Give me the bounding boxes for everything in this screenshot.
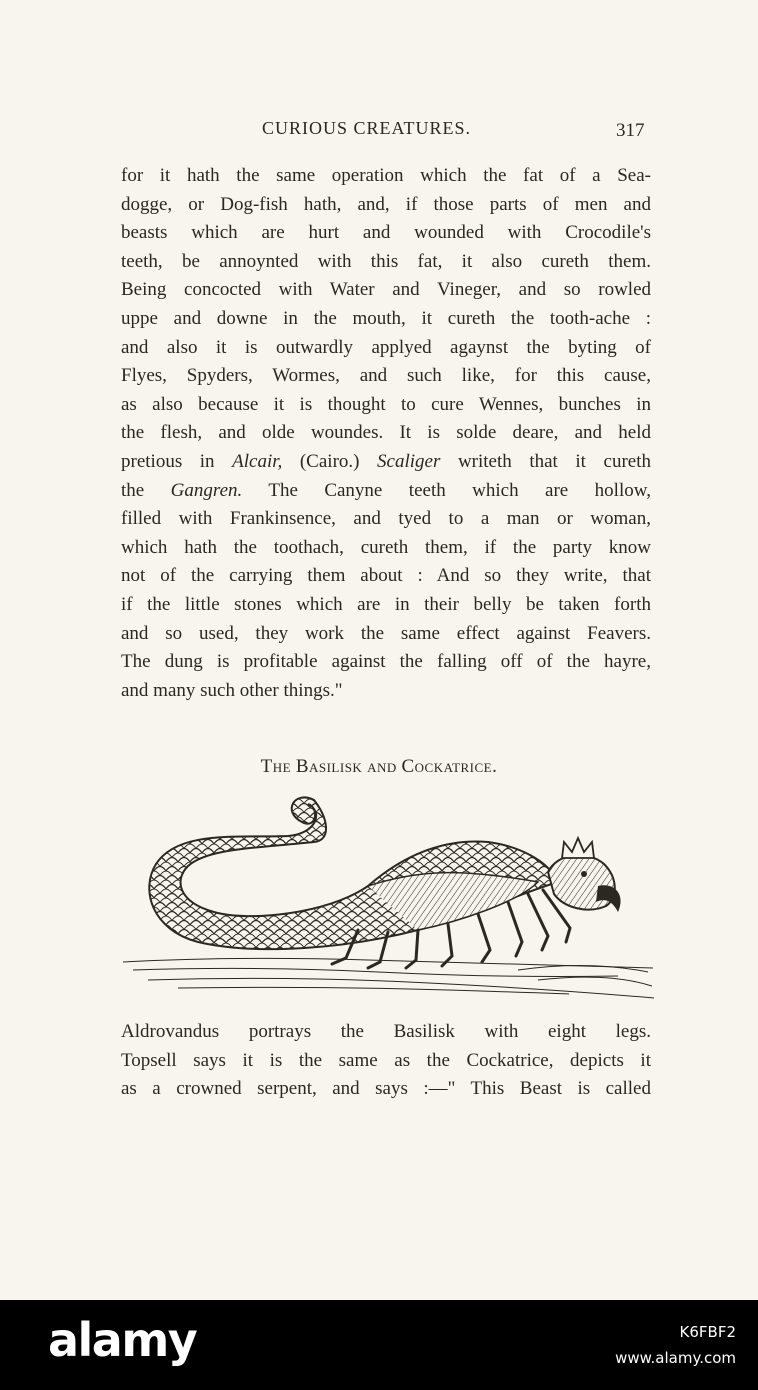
ground-hatching <box>123 958 654 998</box>
text-line: if the little stones which are in their belly be taken forth <box>121 593 651 615</box>
site-url: www.alamy.com <box>615 1349 736 1367</box>
text-line: as also because it is thought to cure Wennes, bunches in <box>121 393 651 415</box>
italic-author-name: Scaliger <box>377 450 441 472</box>
heading-word: The <box>260 756 292 777</box>
text-line: Flyes, Spyders, Wormes, and such like, for this cause, <box>121 365 651 387</box>
text-line: The dung is profitable against the falling off of the hayre, <box>121 651 651 673</box>
text-line <box>121 448 651 477</box>
italic-place-name: Alcair, <box>232 450 283 472</box>
text-line: and so used, they work the same effect against Feavers. <box>121 622 651 644</box>
text-line: beasts which are hurt and wounded with Crocodile's <box>121 222 651 244</box>
text-segment: The Canyne teeth which are hollow, <box>242 479 651 501</box>
text-line: dogge, or Dog-fish hath, and, if those parts of men and <box>121 193 651 215</box>
section-heading <box>0 756 758 778</box>
running-title: CURIOUS CREATURES. <box>262 118 472 138</box>
text-segment: the <box>121 479 171 501</box>
italic-term: Gangren. <box>170 479 243 501</box>
basilisk-body <box>149 797 558 949</box>
heading-word: Cockatrice. <box>401 756 498 777</box>
text-segment: pretious in <box>121 450 233 472</box>
text-line: as a crowned serpent, and says :—" This Beast is called <box>121 1078 651 1100</box>
basilisk-head <box>548 855 615 910</box>
basilisk-illustration <box>118 790 658 1005</box>
text-line <box>121 477 651 506</box>
text-line: not of the carrying them about : And so they write, that <box>121 565 651 587</box>
text-line: filled with Frankinsence, and tyed to a man or woman, <box>121 508 651 530</box>
text-line: Being concocted with Water and Vineger, and so rowled <box>121 279 651 301</box>
text-line: and also it is outwardly applyed agaynst the byting of <box>121 336 651 358</box>
text-line: for it hath the same operation which the fat of a Sea- <box>121 165 651 186</box>
text-segment: writeth that it cureth <box>440 450 651 472</box>
text-line: Aldrovandus portrays the Basilisk with eight legs. <box>121 1021 651 1042</box>
page-number: 317 <box>616 120 645 141</box>
alamy-logo: alamy <box>48 1313 197 1367</box>
text-line: the flesh, and olde woundes. It is solde deare, and held <box>121 422 651 444</box>
text-line: which hath the toothach, cureth them, if the party know <box>121 536 651 558</box>
heading-word: Basilisk <box>295 756 363 777</box>
heading-word: and <box>367 756 397 777</box>
text-line: teeth, be annoynted with this fat, it also cureth them. <box>121 250 651 272</box>
text-segment: (Cairo.) <box>282 450 378 472</box>
body-paragraph <box>121 162 651 705</box>
text-line: uppe and downe in the mouth, it cureth the tooth-ache : <box>121 307 651 329</box>
text-line: and many such other things." <box>121 679 343 701</box>
closing-paragraph <box>121 1018 651 1104</box>
eye-icon <box>581 871 587 877</box>
image-id: K6FBF2 <box>679 1323 736 1341</box>
crown-icon <box>562 838 594 858</box>
text-line: Topsell says it is the same as the Cockatrice, depicts it <box>121 1049 651 1071</box>
